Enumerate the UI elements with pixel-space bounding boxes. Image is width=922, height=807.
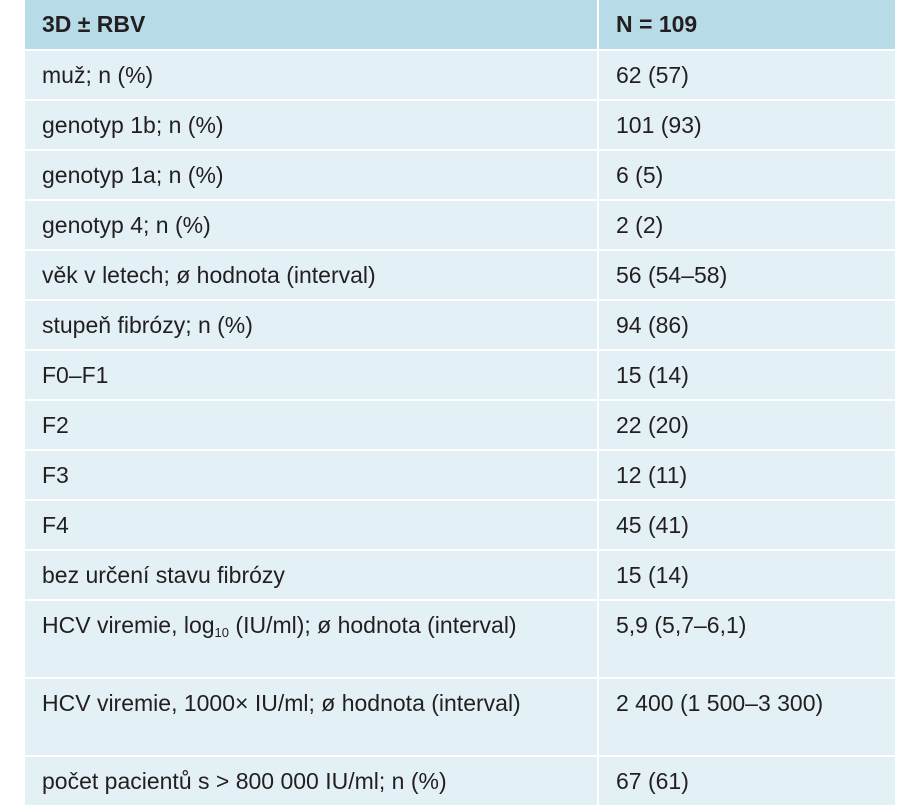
row-value: 6 (5) xyxy=(598,150,895,200)
row-label: stupeň fibrózy; n (%) xyxy=(25,300,598,350)
row-label xyxy=(25,600,598,678)
row-value: 12 (11) xyxy=(598,450,895,500)
table-row xyxy=(25,100,895,150)
table-row xyxy=(25,678,895,756)
row-label: F4 xyxy=(25,500,598,550)
header-count: N = 109 xyxy=(598,0,895,50)
row-value: 101 (93) xyxy=(598,100,895,150)
row-label: genotyp 4; n (%) xyxy=(25,200,598,250)
row-label: F2 xyxy=(25,400,598,450)
row-label: muž; n (%) xyxy=(25,50,598,100)
row-value: 2 400 (1 500–3 300) xyxy=(598,678,895,756)
table-row xyxy=(25,600,895,678)
table-row xyxy=(25,400,895,450)
row-value: 5,9 (5,7–6,1) xyxy=(598,600,895,678)
table-row xyxy=(25,550,895,600)
row-label: věk v letech; ø hodnota (interval) xyxy=(25,250,598,300)
row-label: počet pacientů s > 800 000 IU/ml; n (%) xyxy=(25,756,598,806)
table-row xyxy=(25,150,895,200)
row-value: 22 (20) xyxy=(598,400,895,450)
table-row xyxy=(25,200,895,250)
header-treatment: 3D ± RBV xyxy=(25,0,598,50)
row-value: 15 (14) xyxy=(598,350,895,400)
log-base-subscript: 10 xyxy=(214,625,230,640)
table-row xyxy=(25,350,895,400)
patient-characteristics-table xyxy=(25,0,895,807)
row-label: F3 xyxy=(25,450,598,500)
table-header-row xyxy=(25,0,895,50)
row-label: F0–F1 xyxy=(25,350,598,400)
patient-characteristics-table-wrapper xyxy=(25,0,895,807)
row-value: 62 (57) xyxy=(598,50,895,100)
table-row xyxy=(25,50,895,100)
row-value: 56 (54–58) xyxy=(598,250,895,300)
row-label-text: (IU/ml); ø hodnota (interval) xyxy=(229,612,517,638)
row-label: genotyp 1b; n (%) xyxy=(25,100,598,150)
row-value: 94 (86) xyxy=(598,300,895,350)
table-row xyxy=(25,756,895,806)
row-value: 2 (2) xyxy=(598,200,895,250)
row-value: 45 (41) xyxy=(598,500,895,550)
row-label: genotyp 1a; n (%) xyxy=(25,150,598,200)
table-row xyxy=(25,250,895,300)
row-value: 67 (61) xyxy=(598,756,895,806)
row-label: HCV viremie, 1000× IU/ml; ø hodnota (interval) xyxy=(25,678,598,756)
row-label-text: HCV viremie, log xyxy=(42,612,215,638)
row-value: 15 (14) xyxy=(598,550,895,600)
row-label: bez určení stavu fibrózy xyxy=(25,550,598,600)
table-row xyxy=(25,450,895,500)
table-row xyxy=(25,500,895,550)
table-row xyxy=(25,300,895,350)
